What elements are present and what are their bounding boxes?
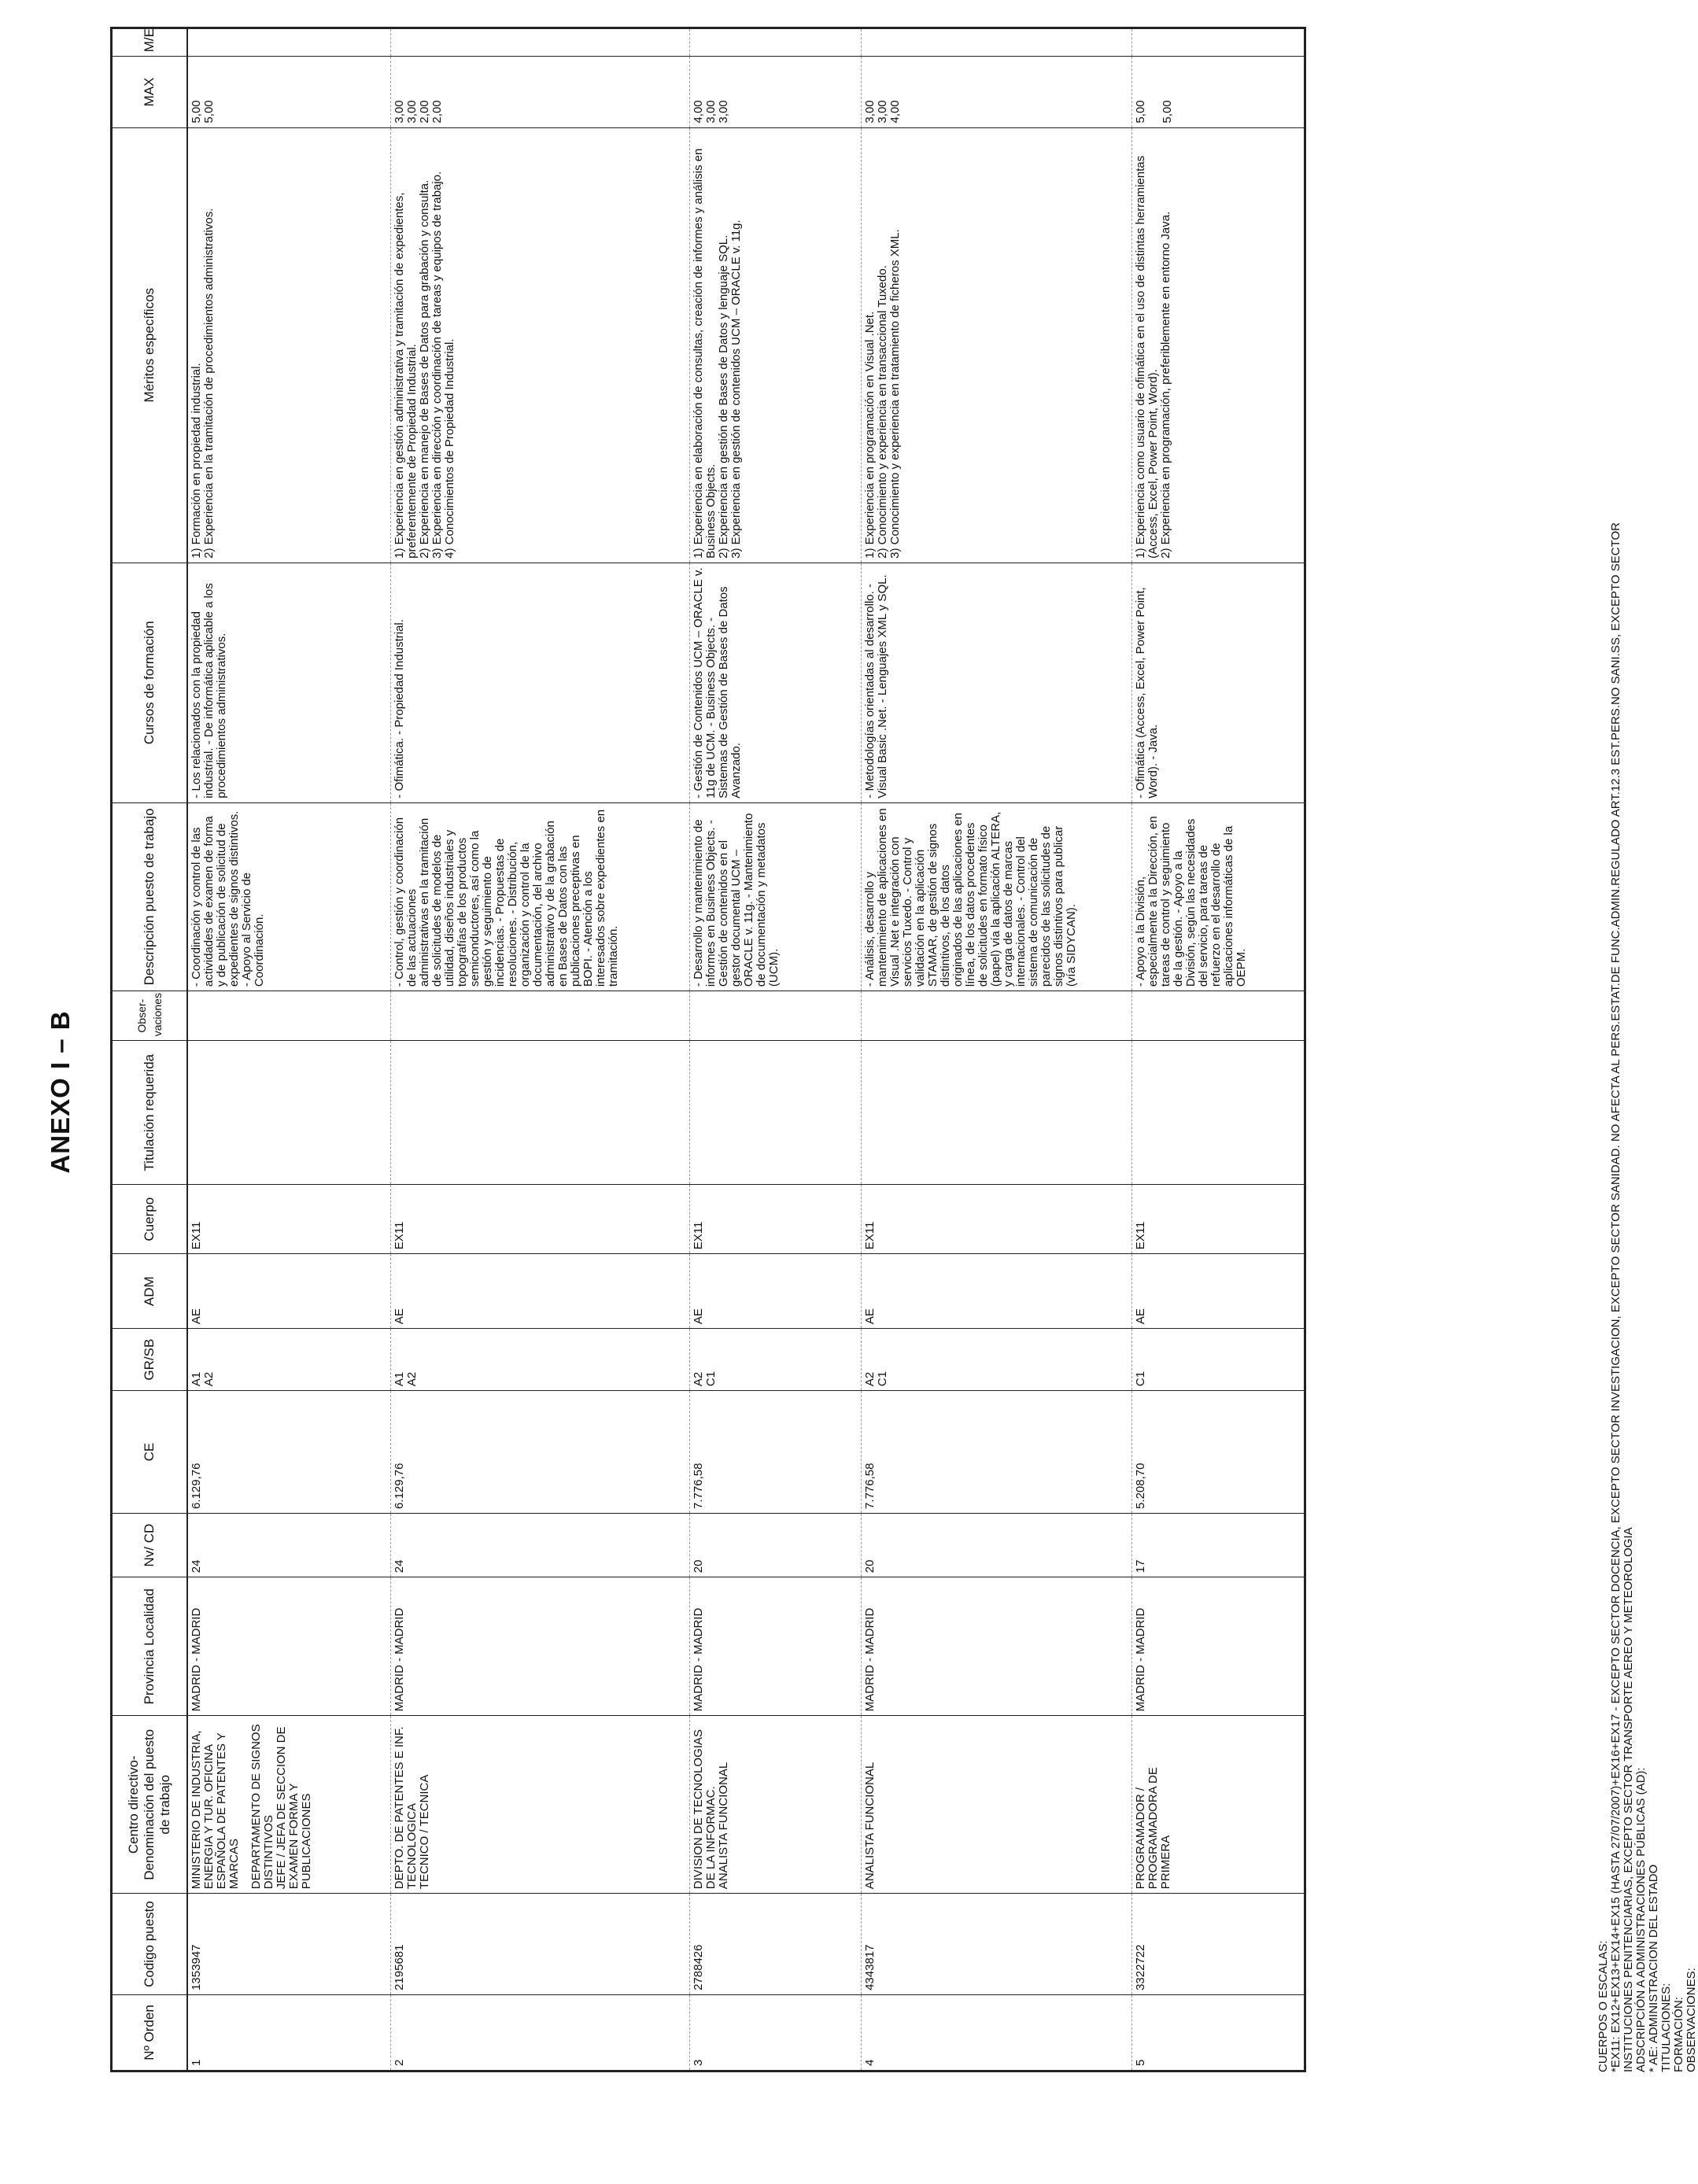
positions-table bbox=[110, 27, 1306, 2072]
cell-ce: 7.776,58 bbox=[689, 1391, 861, 1514]
merit-item: 1) Experiencia como usuario de ofimática en el uso de distintas herramientas (Access, Excel, Power Point, Word). bbox=[1133, 155, 1160, 559]
header-descripcion: Descripción puesto de trabajo bbox=[112, 802, 188, 991]
merit-item: 3) Conocimiento y experiencia en tratamiento de ficheros XML. bbox=[888, 229, 902, 559]
cell-centro bbox=[187, 1716, 390, 1894]
cell-centro bbox=[689, 1716, 861, 1894]
cell-orden: 2 bbox=[390, 1994, 689, 2071]
table-row bbox=[187, 28, 390, 2071]
cell-max bbox=[861, 57, 1131, 127]
cell-titulacion bbox=[861, 1041, 1131, 1185]
max-value: 3,00 bbox=[875, 100, 889, 124]
table-row bbox=[689, 28, 861, 2071]
position-name: TECNICO / TECNICA bbox=[417, 1774, 431, 1890]
cell-titulacion bbox=[187, 1041, 390, 1185]
max-value: 5,00 bbox=[202, 100, 216, 124]
cell-titulacion bbox=[390, 1041, 689, 1185]
cell-descripcion: - Análisis, desarrollo y mantenimiento de aplicaciones en Visual .Net e integración con servicios Tuxedo. - Control y validación en la aplicación STAMAR, de gestión de signos distintivos, de los datos originados de las aplicaciones en línea, de los datos procedentes de solicitudes en formato físico (papel) vía la aplicación ALTERA, y carga de datos de marcas internacionales. - Control del sistema de comunicación de parecidos de las solicitudes de signos distintivos para publicar (vía SIDYCAN). bbox=[861, 802, 1131, 991]
header-cursos: Cursos de formación bbox=[112, 563, 188, 802]
max-value: 3,00 bbox=[716, 100, 730, 124]
header-orden: Nº Orden bbox=[112, 1994, 188, 2071]
header-centro: Centro directivo- Denominación del puesto de trabajo bbox=[112, 1716, 188, 1894]
max-value: 3,00 bbox=[404, 100, 419, 124]
max-value: 5,00 bbox=[1133, 100, 1147, 124]
cell-me bbox=[861, 28, 1131, 57]
position-name: JEFE / JEFA DE SECCION DE EXAMEN FORMA Y PUBLICACIONES bbox=[275, 1726, 313, 1890]
cell-descripcion: - Coordinación y control de las actividades de examen de forma y de publicación de solicitud de expedientes de signos distintivos. - Apoyo al Servicio de Coordinación. bbox=[187, 802, 390, 991]
cell-observaciones bbox=[187, 991, 390, 1041]
position-name: ANALISTA FUNCIONAL bbox=[716, 1762, 730, 1890]
table-row bbox=[1131, 28, 1305, 2071]
cell-centro bbox=[390, 1716, 689, 1894]
ministry-name: MINISTERIO DE INDUSTRIA, ENERGIA Y TUR. OFICINA ESPAÑOLA DE PATENTES Y MARCAS bbox=[190, 1730, 241, 1890]
unit-name: DEPARTAMENTO DE SIGNOS DISTINTIVOS bbox=[249, 1724, 275, 1890]
cell-ce: 5.208,70 bbox=[1131, 1391, 1305, 1514]
header-observaciones: Obser- vaciones bbox=[112, 991, 188, 1041]
cell-nivel: 20 bbox=[689, 1513, 861, 1577]
cell-me bbox=[390, 28, 689, 57]
cell-nivel: 24 bbox=[390, 1513, 689, 1577]
cell-cuerpo: EX11 bbox=[390, 1185, 689, 1254]
cell-titulacion bbox=[689, 1041, 861, 1185]
header-me: M/E bbox=[112, 28, 188, 57]
max-value: 3,00 bbox=[862, 100, 877, 124]
grsb-value: A2 bbox=[404, 1371, 419, 1387]
max-value: 4,00 bbox=[691, 100, 705, 124]
cell-ce: 7.776,58 bbox=[861, 1391, 1131, 1514]
page-title: ANEXO I – B bbox=[46, 1010, 75, 1174]
merit-item: 2) Conocimiento y experiencia en transaccional Tuxedo. bbox=[875, 265, 889, 559]
max-value: 5,00 bbox=[1160, 100, 1174, 124]
cell-meritos bbox=[187, 127, 390, 563]
grsb-value: C1 bbox=[703, 1371, 718, 1387]
cell-cuerpo: EX11 bbox=[689, 1185, 861, 1254]
merit-item: 4) Conocimientos de Propiedad Industrial. bbox=[442, 338, 456, 559]
cell-me bbox=[187, 28, 390, 57]
max-value: 3,00 bbox=[392, 100, 406, 124]
cell-adm: AE bbox=[1131, 1254, 1305, 1329]
cell-cursos: - Los relacionados con la propiedad industrial. - De informática aplicable a los procedimientos administrativos. bbox=[187, 563, 390, 802]
observaciones-note: OBSERVACIONES: bbox=[1685, 1968, 1698, 2072]
unit-name: DEPTO. DE PATENTES E INF. TECNOLOGICA bbox=[392, 1726, 419, 1890]
grsb-value: A2 bbox=[202, 1371, 216, 1387]
merit-item: 1) Formación en propiedad industrial. bbox=[190, 363, 203, 559]
cell-nivel: 17 bbox=[1131, 1513, 1305, 1577]
cell-grsb bbox=[187, 1329, 390, 1391]
header-titulacion: Titulación requerida bbox=[112, 1041, 188, 1185]
cell-max bbox=[390, 57, 689, 127]
cell-cursos: - Ofimática (Access, Excel, Power Point, Word). - Java. bbox=[1131, 563, 1305, 802]
cell-codigo: 3322722 bbox=[1131, 1894, 1305, 1995]
merit-item: 1) Experiencia en programación en Visual .Net. bbox=[862, 311, 877, 559]
cell-cuerpo: EX11 bbox=[1131, 1185, 1305, 1254]
merit-item: 2) Experiencia en gestión de Bases de Datos y lenguaje SQL. bbox=[716, 234, 730, 559]
cell-cursos: - Gestión de Contenidos UCM – ORACLE v. 11g de UCM. - Business Objects. - Sistemas de Gestión de Bases de Datos Avanzado. bbox=[689, 563, 861, 802]
merit-item: 2) Experiencia en programación, preferiblemente en entorno Java. bbox=[1158, 211, 1172, 559]
cell-cuerpo: EX11 bbox=[861, 1185, 1131, 1254]
cell-grsb bbox=[1131, 1329, 1305, 1391]
cell-meritos bbox=[1131, 127, 1305, 563]
grsb-value: C1 bbox=[875, 1371, 889, 1387]
cell-observaciones bbox=[689, 991, 861, 1041]
escalas-title: CUERPOS O ESCALAS: bbox=[1596, 1940, 1610, 2072]
cell-descripcion: - Desarrollo y mantenimiento de informes en Business Objects. - Gestión de contenidos en el gestor documental UCM – ORACLE v. 11g. - Mantenimiento de documentación y metadatos (UCM). bbox=[689, 802, 861, 991]
formacion-note: FORMACIÓN: bbox=[1672, 1997, 1685, 2072]
escalas-line-2: INSTITUCIONES PENITENCIARIAS, EXCEPTO SECTOR TRANSPORTE AEREO Y METEOROLOGIA bbox=[1622, 1527, 1635, 2072]
ae-note: * AE: ADMINISTRACION DEL ESTADO bbox=[1647, 1864, 1660, 2072]
header-adm: ADM bbox=[112, 1254, 188, 1329]
cell-max bbox=[1131, 57, 1305, 127]
titulaciones-note: TITULACIONES: bbox=[1659, 1983, 1673, 2072]
cell-observaciones bbox=[390, 991, 689, 1041]
adscripcion-title: ADSCRIPCIÓN A ADMINISTRACIONES PÚBLICAS (AD): bbox=[1634, 1767, 1648, 2072]
cell-codigo: 2788426 bbox=[689, 1894, 861, 1995]
position-name: ANALISTA FUNCIONAL bbox=[862, 1762, 877, 1890]
cell-meritos bbox=[390, 127, 689, 563]
max-value: 4,00 bbox=[888, 100, 902, 124]
cell-adm: AE bbox=[390, 1254, 689, 1329]
cell-codigo: 4343817 bbox=[861, 1894, 1131, 1995]
cell-observaciones bbox=[1131, 991, 1305, 1041]
cell-provincia: MADRID - MADRID bbox=[390, 1577, 689, 1716]
grsb-value: C1 bbox=[1133, 1371, 1147, 1387]
header-meritos: Méritos específicos bbox=[112, 127, 188, 563]
cell-provincia: MADRID - MADRID bbox=[689, 1577, 861, 1716]
cell-nivel: 20 bbox=[861, 1513, 1131, 1577]
grsb-value: A2 bbox=[862, 1371, 877, 1387]
max-value: 2,00 bbox=[417, 100, 431, 124]
header-provincia: Provincia Localidad bbox=[112, 1577, 188, 1716]
cell-codigo: 2195681 bbox=[390, 1894, 689, 1995]
merit-item: 1) Experiencia en gestión administrativa y tramitación de expedientes, preferentemente de Propiedad Industrial. bbox=[392, 192, 419, 559]
cell-descripcion: - Apoyo a la División, especialmente a la Dirección, en tareas de control y seguimiento de la gestión. - Apoyo a la División, según las necesidades del servicio, para tareas de refuerzo en el desarrollo de aplicaciones informáticas de la OEPM. bbox=[1131, 802, 1305, 991]
cell-provincia: MADRID - MADRID bbox=[861, 1577, 1131, 1716]
cell-adm: AE bbox=[689, 1254, 861, 1329]
cell-centro bbox=[861, 1716, 1131, 1894]
cell-adm: AE bbox=[861, 1254, 1131, 1329]
cell-observaciones bbox=[861, 991, 1131, 1041]
cell-me bbox=[689, 28, 861, 57]
position-name: PROGRAMADOR / PROGRAMADORA DE PRIMERA bbox=[1133, 1767, 1172, 1890]
header-nivel: Nv/ CD bbox=[112, 1513, 188, 1577]
cell-grsb bbox=[861, 1329, 1131, 1391]
cell-meritos bbox=[861, 127, 1131, 563]
grsb-value: A1 bbox=[190, 1371, 203, 1387]
merit-item: 2) Experiencia en manejo de Bases de Datos para grabación y consulta. bbox=[417, 179, 431, 559]
cell-titulacion bbox=[1131, 1041, 1305, 1185]
cell-centro bbox=[1131, 1716, 1305, 1894]
merit-item: 3) Experiencia en gestión de contenidos UCM – ORACLE v. 11g. bbox=[729, 220, 743, 559]
cell-orden: 5 bbox=[1131, 1994, 1305, 2071]
table-row bbox=[390, 28, 689, 2071]
footnotes bbox=[1597, 522, 1698, 2072]
header-max: MAX bbox=[112, 57, 188, 127]
cell-cursos: - Metodologías orientadas al desarrollo. - Visual Basic .Net. - Lenguajes XML y SQL. bbox=[861, 563, 1131, 802]
grsb-value: A2 bbox=[691, 1371, 705, 1387]
cell-provincia: MADRID - MADRID bbox=[1131, 1577, 1305, 1716]
cell-nivel: 24 bbox=[187, 1513, 390, 1577]
merit-item: 2) Experiencia en la tramitación de procedimientos administrativos. bbox=[202, 208, 216, 559]
max-value: 5,00 bbox=[190, 100, 203, 124]
cell-grsb bbox=[689, 1329, 861, 1391]
header-row bbox=[112, 28, 188, 2071]
max-value: 3,00 bbox=[703, 100, 718, 124]
cell-provincia: MADRID - MADRID bbox=[187, 1577, 390, 1716]
escalas-line-1: *EX11: EX12+EX13+EX14+EX15 (HASTA 27/07/2007)+EX16+EX17 - EXCEPTO SECTOR DOCENCIA, EXCEPTO SECTOR INVESTIGACION, EXCEPTO SECTOR SANIDAD. NO AFECTA AL PERS.ESTAT.DE FUNC.ADMIN.REGULADO ART.12.3 EST.PERS.NO SANI.SS, EXCEPTO SECTOR bbox=[1609, 522, 1622, 2072]
merit-item: 1) Experiencia en elaboración de consultas, creación de informes y análisis en Business Objects. bbox=[691, 148, 718, 559]
cell-ce: 6.129,76 bbox=[390, 1391, 689, 1514]
cell-ce: 6.129,76 bbox=[187, 1391, 390, 1514]
header-codigo: Codigo puesto bbox=[112, 1894, 188, 1995]
max-value: 2,00 bbox=[430, 100, 444, 124]
unit-name: DIVISION DE TECNOLOGIAS DE LA INFORMAC. bbox=[691, 1729, 718, 1890]
cell-me bbox=[1131, 28, 1305, 57]
cell-orden: 3 bbox=[689, 1994, 861, 2071]
merit-item: 3) Experiencia en dirección y coordinación de tareas y equipos de trabajo. bbox=[430, 171, 444, 559]
header-cuerpo: Cuerpo bbox=[112, 1185, 188, 1254]
grsb-value: A1 bbox=[392, 1371, 406, 1387]
cell-grsb bbox=[390, 1329, 689, 1391]
cell-orden: 1 bbox=[187, 1994, 390, 2071]
cell-max bbox=[689, 57, 861, 127]
cell-max bbox=[187, 57, 390, 127]
cell-cuerpo: EX11 bbox=[187, 1185, 390, 1254]
cell-meritos bbox=[689, 127, 861, 563]
header-ce: CE bbox=[112, 1391, 188, 1514]
cell-descripcion: - Control, gestión y coordinación de las actuaciones administrativas en la tramitación de solicitudes de modelos de utilidad, diseños industriales y topografías de los productos semiconductores, así como la gestión y seguimiento de incidencias. - Propuestas de resoluciones. - Distribución, organización y control de la documentación, del archivo administrativo y de la grabación en Bases de Datos con las publicaciones preceptivas en BOPI. - Atención a los interesados sobre expedientes en tramitación. bbox=[390, 802, 689, 991]
cell-adm: AE bbox=[187, 1254, 390, 1329]
table-row bbox=[861, 28, 1131, 2071]
cell-cursos: - Ofimática. - Propiedad Industrial. bbox=[390, 563, 689, 802]
header-grsb: GR/SB bbox=[112, 1329, 188, 1391]
cell-orden: 4 bbox=[861, 1994, 1131, 2071]
cell-codigo: 1353947 bbox=[187, 1894, 390, 1995]
